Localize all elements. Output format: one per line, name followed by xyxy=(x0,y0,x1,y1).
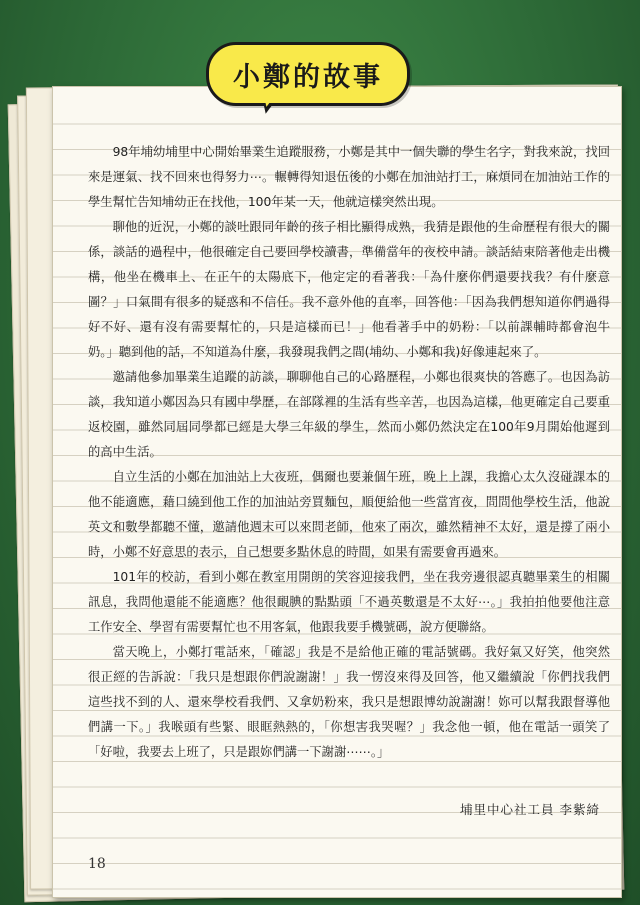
page-title: 小鄭的故事 xyxy=(233,61,383,93)
page-number: 18 xyxy=(88,856,106,872)
paragraph-3: 邀請他參加畢業生追蹤的訪談，聊聊他自己的心路歷程，小鄭也很爽快的答應了。也因為訪談，我知道小鄭因為只有國中學歷，在部隊裡的生活有些辛苦，也因為這樣，他更確定自己要重返校園，雖然同屆同學都已經是大學三年級的學生，然而小鄭仍然決定在100年9月開始他遲到的高中生活。 xyxy=(88,370,610,459)
paragraph-2: 聊他的近況，小鄭的談吐跟同年齡的孩子相比顯得成熟，我猜是跟他的生命歷程有很大的關係，談話的過程中，他很確定自己要回學校讀書，準備當年的夜校申請。談話結束陪著他走出機構，他坐在機車上、在正午的太陽底下，他定定的看著我：「為什麼你們還要找我？有什麼意圖？」口氣間有很多的疑惑和不信任。我不意外他的直率，回答他：「因為我們想知道你們過得好不好、還有沒有需要幫忙的，只是這樣而已！」他看著手中的奶粉：「以前課輔時都會泡牛奶。」聽到他的話，不知道為什麼，我發現我們之間(埔幼、小鄭和我)好像連起來了。 xyxy=(88,220,610,359)
title-speech-bubble xyxy=(206,42,410,106)
paragraph-1: 98年埔幼埔里中心開始畢業生追蹤服務，小鄭是其中一個失聯的學生名字，對我來說，找回來是運氣、找不回來也得努力⋯。輾轉得知退伍後的小鄭在加油站打工，麻煩同在加油站工作的學生幫忙告知埔幼正在找他，100年某一天，他就這樣突然出現。 xyxy=(88,145,610,209)
paragraph-5: 101年的校訪，看到小鄭在教室用開朗的笑容迎接我們，坐在我旁邊很認真聽畢業生的相關訊息，我問他還能不能適應？他很靦腆的點點頭「不過英數還是不太好⋯。」我拍拍他要他注意工作安全、學習有需要幫忙也不用客氣，他跟我要手機號碼，說方便聯絡。 xyxy=(88,570,610,634)
paragraph-4: 自立生活的小鄭在加油站上大夜班，偶爾也要兼個午班，晚上上課，我擔心太久沒碰課本的他不能適應，藉口繞到他工作的加油站旁買麵包，順便給他一些當宵夜，問問他學校生活，他說英文和數學都聽不懂，邀請他週末可以來問老師，他來了兩次，雖然精神不太好，還是撐了兩小時，小鄭不好意思的表示，自己想要多點休息的時間，如果有需要會再過來。 xyxy=(88,470,610,559)
author-signature: 埔里中心社工員 李紫綺 xyxy=(460,802,600,817)
paragraph-6: 當天晚上，小鄭打電話來，「確認」我是不是給他正確的電話號碼。我好氣又好笑，他突然很正經的告訴說：「我只是想跟你們說謝謝！」我一愣沒來得及回答，他又繼續說「你們找我們這些找不到的人、還來學校看我們、又拿奶粉來，我只是想跟博幼說謝謝！妳可以幫我跟督導他們講一下。」我喉頭有些緊、眼眶熱熱的，「你想害我哭喔？」我念他一頓，他在電話一頭笑了「好啦，我要去上班了，只是跟妳們講一下謝謝⋯⋯。」 xyxy=(88,645,610,759)
story-body xyxy=(88,140,610,765)
